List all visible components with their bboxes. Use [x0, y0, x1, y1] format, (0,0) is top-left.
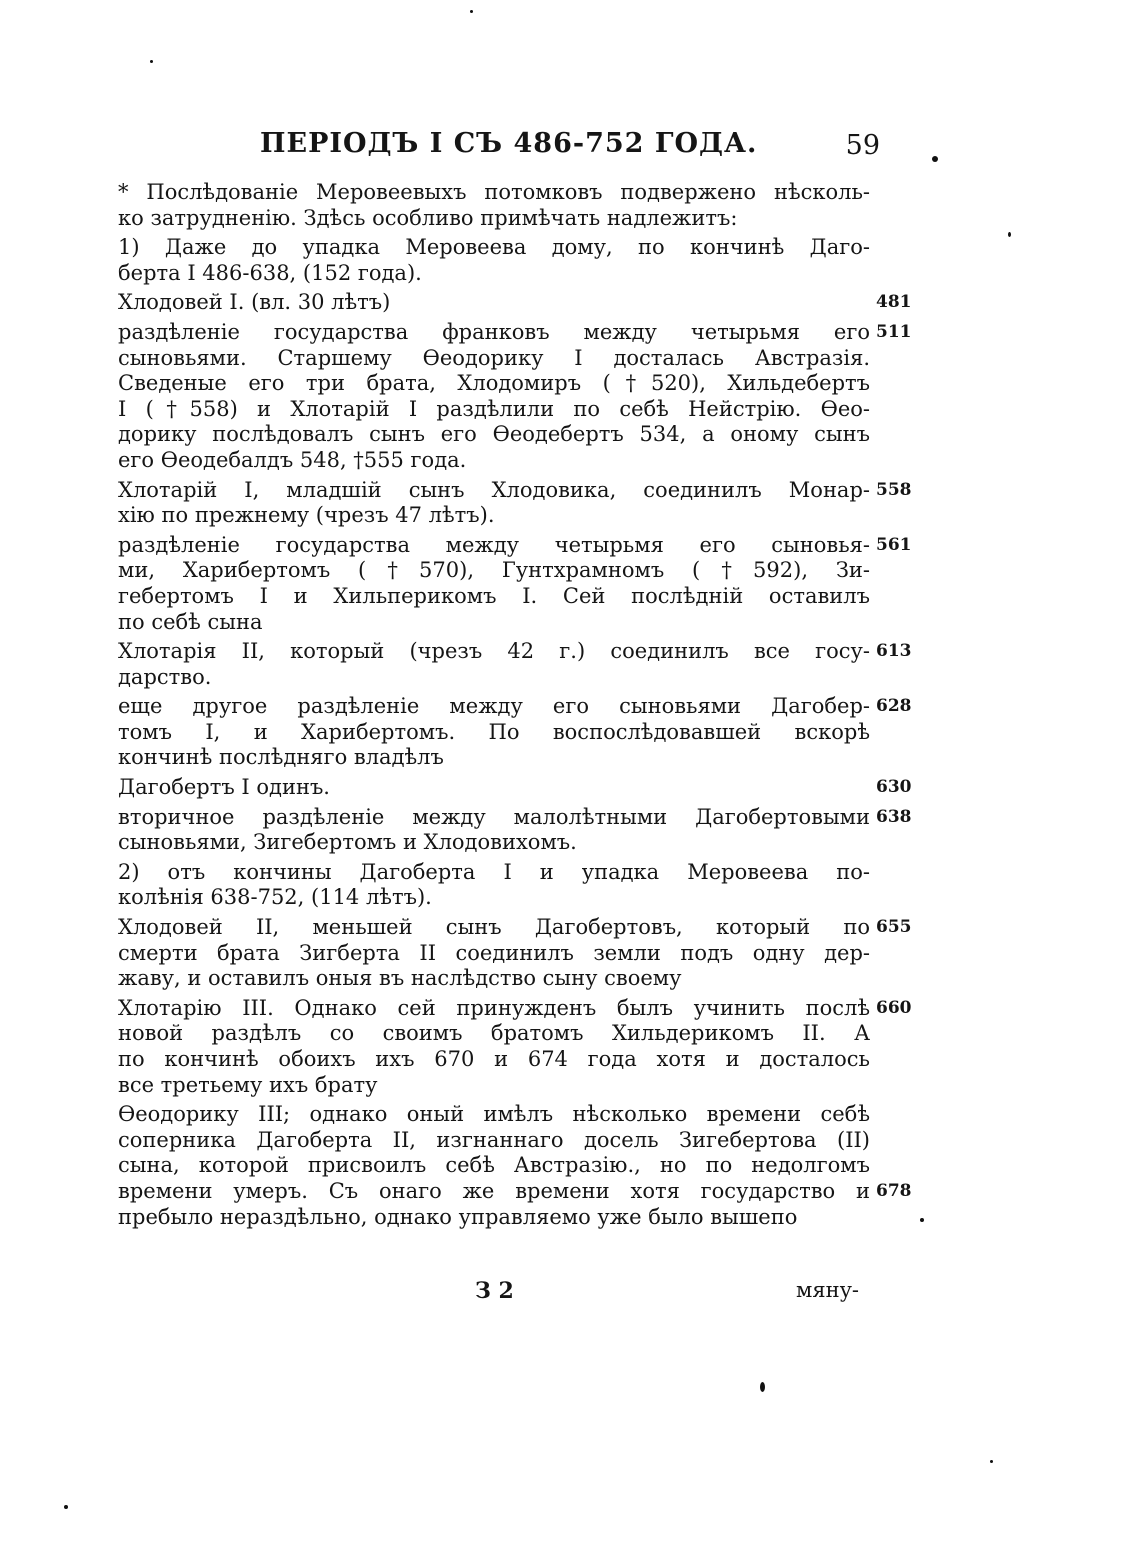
margin-year: 660	[876, 997, 912, 1018]
line-text: сына, которой присвоилъ себѣ Австразію., но по недолгомъ	[118, 1153, 870, 1178]
text-line	[118, 503, 870, 529]
body-text	[118, 180, 912, 1230]
paper-speck	[1008, 232, 1011, 237]
text-line	[118, 1047, 870, 1073]
running-title: ПЕРІОДЪ І СЪ 486-752 ГОДА.	[260, 128, 758, 159]
text-line	[118, 206, 870, 232]
text-line	[118, 477, 912, 504]
margin-year: 511	[876, 321, 912, 342]
text-line	[118, 397, 870, 423]
catchword: мяну-	[796, 1278, 860, 1302]
line-text: соперника Дагоберта II, изгнаннаго досель Зигебертова (II)	[118, 1127, 870, 1152]
paper-speck	[760, 1382, 765, 1392]
signature-mark: З 2	[475, 1278, 514, 1304]
text-line	[118, 1153, 870, 1179]
text-line	[118, 1178, 912, 1205]
margin-year: 638	[876, 806, 912, 827]
line-text: смерти брата Зигберта II соединилъ земли подъ одну дер-	[118, 940, 870, 965]
line-text: Хлодовей I. (вл. 30 лѣтъ)	[118, 290, 391, 315]
text-line	[118, 584, 870, 610]
line-text: жаву, и оставилъ оныя въ наслѣдство сыну своему	[118, 966, 682, 991]
text-line	[118, 966, 870, 992]
text-line	[118, 235, 870, 261]
text-line	[118, 885, 870, 911]
line-text: дорику послѣдовалъ сынъ его Ѳеодебертъ 534, а оному сынъ	[118, 422, 870, 447]
line-text: Ѳеодорику III; однако оный имѣлъ нѣсколько времени себѣ	[118, 1102, 870, 1127]
paper-speck	[64, 1505, 68, 1509]
line-text: все третьему ихъ брату	[118, 1072, 378, 1097]
text-line	[118, 830, 870, 856]
text-line	[118, 371, 870, 397]
text-line	[118, 745, 870, 771]
text-line	[118, 639, 912, 665]
line-text: 2) отъ кончины Дагоберта I и упадка Меровеева по-	[118, 859, 870, 884]
margin-year: 630	[876, 777, 912, 798]
paper-speck	[150, 60, 153, 63]
margin-year: 481	[876, 292, 912, 313]
line-text: новой раздѣлъ со своимъ братомъ Хильдерикомъ II. А	[118, 1021, 870, 1046]
margin-year: 558	[876, 479, 912, 500]
line-text: ко затрудненію. Здѣсь особливо примѣчать надлежитъ:	[118, 205, 738, 230]
line-text: пребыло нераздѣльно, однако управляемо уже было вышепо	[118, 1204, 798, 1229]
margin-year: 678	[876, 1180, 912, 1201]
margin-year: 628	[876, 696, 912, 717]
text-line	[118, 775, 912, 801]
text-line	[118, 346, 870, 372]
text-line	[118, 290, 912, 316]
line-text: Хлотарій I, младшій сынъ Хлодовика, соединилъ Монар-	[118, 477, 870, 502]
line-text: раздѣленіе государства между четырьмя его сыновья-	[118, 532, 870, 557]
text-line	[118, 1205, 870, 1231]
line-text: Хлотарію III. Однако сей принужденъ былъ учинить послѣ	[118, 995, 870, 1020]
line-text: по себѣ сына	[118, 609, 263, 634]
line-text: Сведеные его три брата, Хлодомиръ (†520), Хильдебертъ	[118, 371, 870, 396]
margin-year: 613	[876, 641, 912, 662]
text-line	[118, 915, 912, 941]
text-line	[118, 1102, 870, 1128]
text-line	[118, 532, 912, 559]
text-line	[118, 1128, 870, 1154]
text-line	[118, 995, 912, 1022]
text-line	[118, 422, 870, 448]
line-text: Хлотарія II, который (чрезъ 42 г.) соединилъ все госу-	[118, 639, 870, 664]
line-text: гебертомъ I и Хильперикомъ I. Сей послѣдній оставилъ	[118, 583, 870, 608]
text-line	[118, 804, 912, 831]
line-text: вторичное раздѣленіе между малолѣтными Дагобертовыми	[118, 804, 870, 829]
line-text: Дагобертъ I одинъ.	[118, 775, 330, 800]
line-text: раздѣленіе государства франковъ между четырьмя его	[118, 319, 870, 344]
text-line	[118, 180, 870, 206]
text-line	[118, 319, 912, 346]
line-text: * Послѣдованіе Меровеевыхъ потомковъ подвержено нѣсколь-	[118, 180, 870, 204]
line-text: кончинѣ послѣдняго владѣлъ	[118, 745, 444, 770]
paper-speck	[990, 1460, 993, 1463]
paper-speck	[932, 156, 938, 162]
line-text: берта I 486-638, (152 года).	[118, 260, 422, 285]
text-line	[118, 610, 870, 636]
line-text: времени умеръ. Съ онаго же времени хотя государство и	[118, 1178, 870, 1203]
page-number: 59	[845, 130, 880, 161]
text-line	[118, 448, 870, 474]
text-line	[118, 1073, 870, 1099]
text-line	[118, 665, 870, 691]
line-text: по кончинѣ обоихъ ихъ 670 и 674 года хотя и досталось	[118, 1047, 870, 1071]
line-text: хію по прежнему (чрезъ 47 лѣтъ).	[118, 503, 495, 528]
text-line	[118, 860, 870, 886]
paper-speck	[920, 1218, 924, 1222]
margin-year: 655	[876, 917, 912, 938]
page-header	[120, 128, 880, 172]
line-text: сыновьями, Зигебертомъ и Хлодовихомъ.	[118, 830, 577, 855]
line-text: ми, Харибертомъ (†570), Гунтхрамномъ (†592), Зи-	[118, 558, 870, 583]
text-line	[118, 720, 870, 746]
text-line	[118, 261, 870, 287]
text-line	[118, 941, 870, 967]
text-line	[118, 1021, 870, 1047]
line-text: еще другое раздѣленіе между его сыновьями Дагобер-	[118, 694, 870, 719]
line-text: сыновьями. Старшему Ѳеодорику I досталась Австразія.	[118, 345, 870, 370]
line-text: его Ѳеодебалдъ 548, †555 года.	[118, 447, 467, 472]
text-line	[118, 558, 870, 584]
line-text: дарство.	[118, 664, 212, 689]
margin-year: 561	[876, 534, 912, 555]
line-text: 1) Даже до упадка Меровеева дому, по кончинѣ Даго-	[118, 235, 870, 260]
line-text: томъ I, и Харибертомъ. По воспослѣдовавшей вскорѣ	[118, 719, 870, 744]
text-line	[118, 694, 912, 720]
line-text: колѣнія 638-752, (114 лѣтъ).	[118, 885, 432, 910]
line-text: Хлодовей II, меньшей сынъ Дагобертовъ, который по	[118, 915, 870, 940]
paper-speck	[470, 10, 473, 13]
line-text: I (†558) и Хлотарій I раздѣлили по себѣ Нейстрію. Ѳео-	[118, 396, 870, 421]
